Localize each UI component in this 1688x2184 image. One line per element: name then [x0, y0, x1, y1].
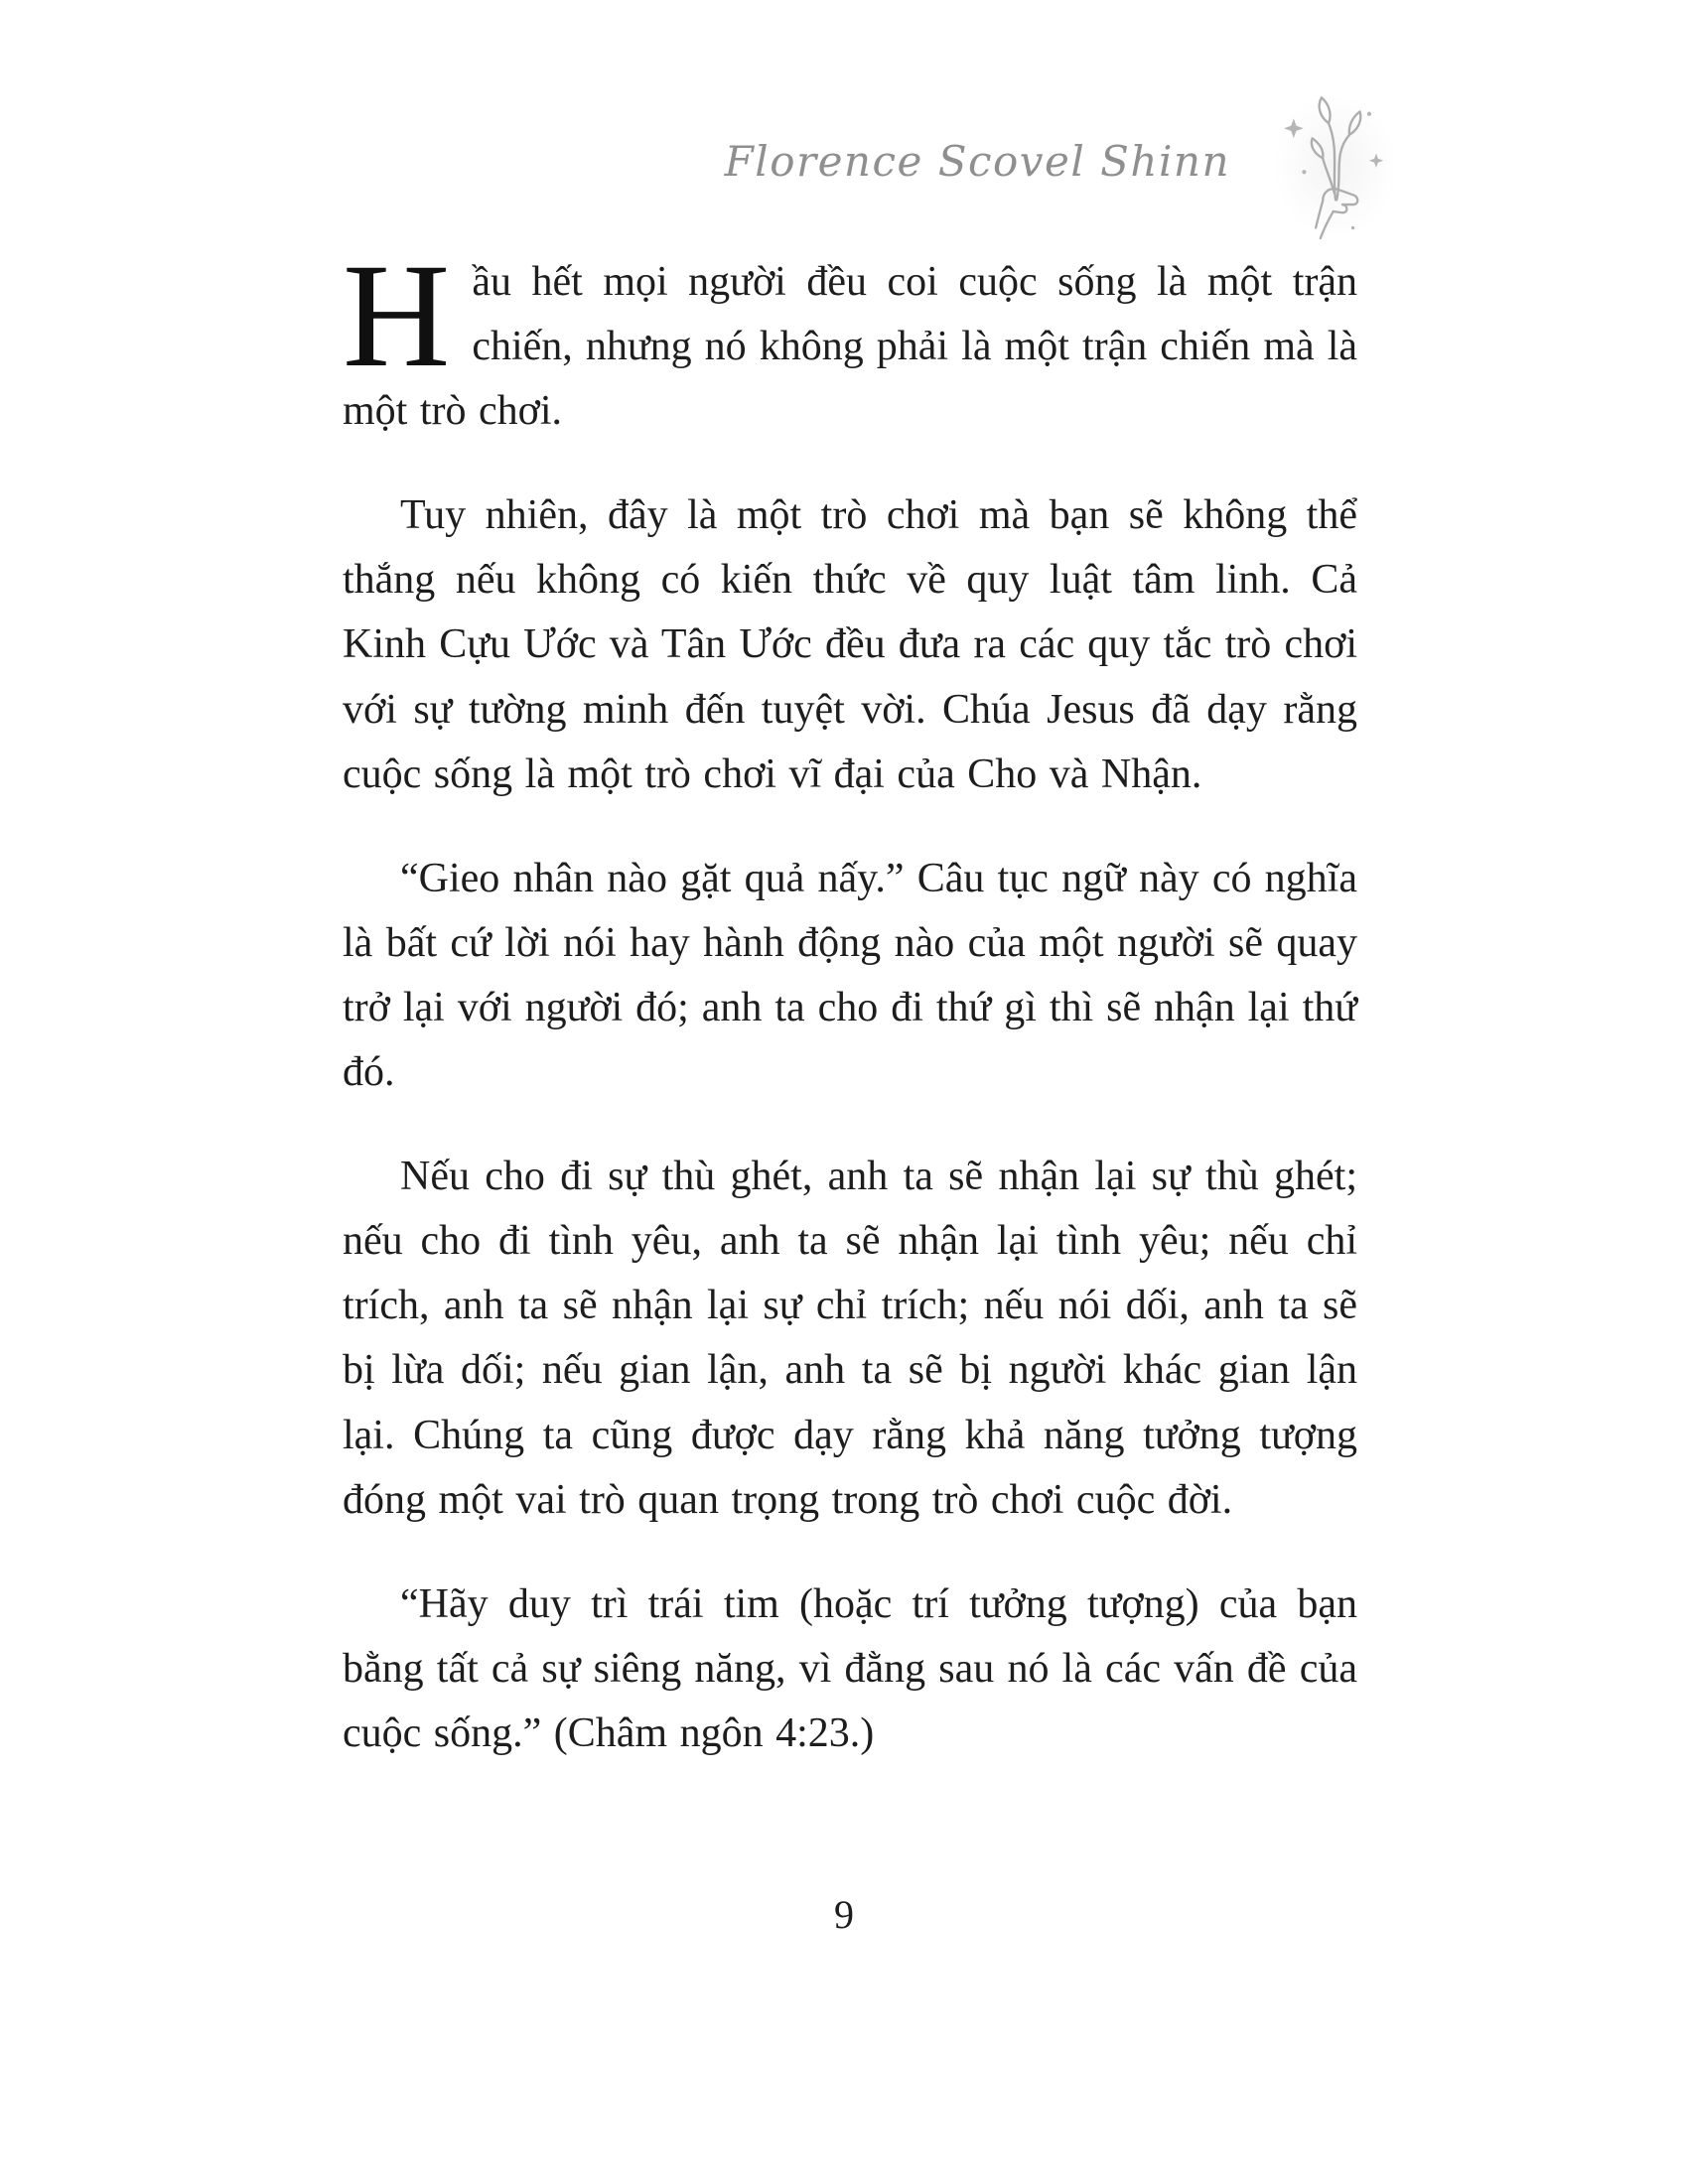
page-header [0, 74, 1415, 258]
paragraph: Tuy nhiên, đây là một trò chơi mà bạn sẽ không thể thắng nếu không có kiến thức về quy luật tâm linh. Cả Kinh Cựu Ước và Tân Ước đều đưa ra các quy tắc trò chơi với sự tường minh đến tuyệt vời. Chúa Jesus đã dạy rằng cuộc sống là một trò chơi vĩ đại của Cho và Nhận. [343, 492, 1357, 797]
paragraph: “Hãy duy trì trái tim (hoặc trí tưởng tượng) của bạn bằng tất cả sự siêng năng, vì đằng sau nó là các vấn đề của cuộc sống.” (Châm ngôn 4:23.) [343, 1580, 1357, 1756]
paragraph: Nếu cho đi sự thù ghét, anh ta sẽ nhận lại sự thù ghét; nếu cho đi tình yêu, anh ta sẽ nhận lại tình yêu; nếu chỉ trích, anh ta sẽ nhận lại sự chỉ trích; nếu nói dối, anh ta sẽ bị lừa dối; nếu gian lận, anh ta sẽ bị người khác gian lận lại. Chúng ta cũng được dạy rằng khả năng tưởng tượng đóng một vai trò quan trọng trong trò chơi cuộc đời. [343, 1154, 1357, 1523]
paragraph [343, 233, 1357, 444]
page-number: 9 [834, 1892, 854, 1937]
hand-holding-flowers-icon [1256, 74, 1415, 258]
paragraph: “Gieo nhân nào gặt quả nấy.” Câu tục ngữ này có nghĩa là bất cứ lời nói hay hành động nào của một người sẽ quay trở lại với người đó; anh ta cho đi thứ gì thì sẽ nhận lại thứ đó. [343, 855, 1357, 1096]
author-name: Florence Scovel Shinn [724, 137, 1230, 186]
drop-cap: H [343, 233, 451, 398]
paragraph-text: ầu hết mọi người đều coi cuộc sống là một trận chiến, nhưng nó không phải là một trận chiến mà là một trò chơi. [343, 259, 1357, 435]
page-body [343, 233, 1357, 1806]
